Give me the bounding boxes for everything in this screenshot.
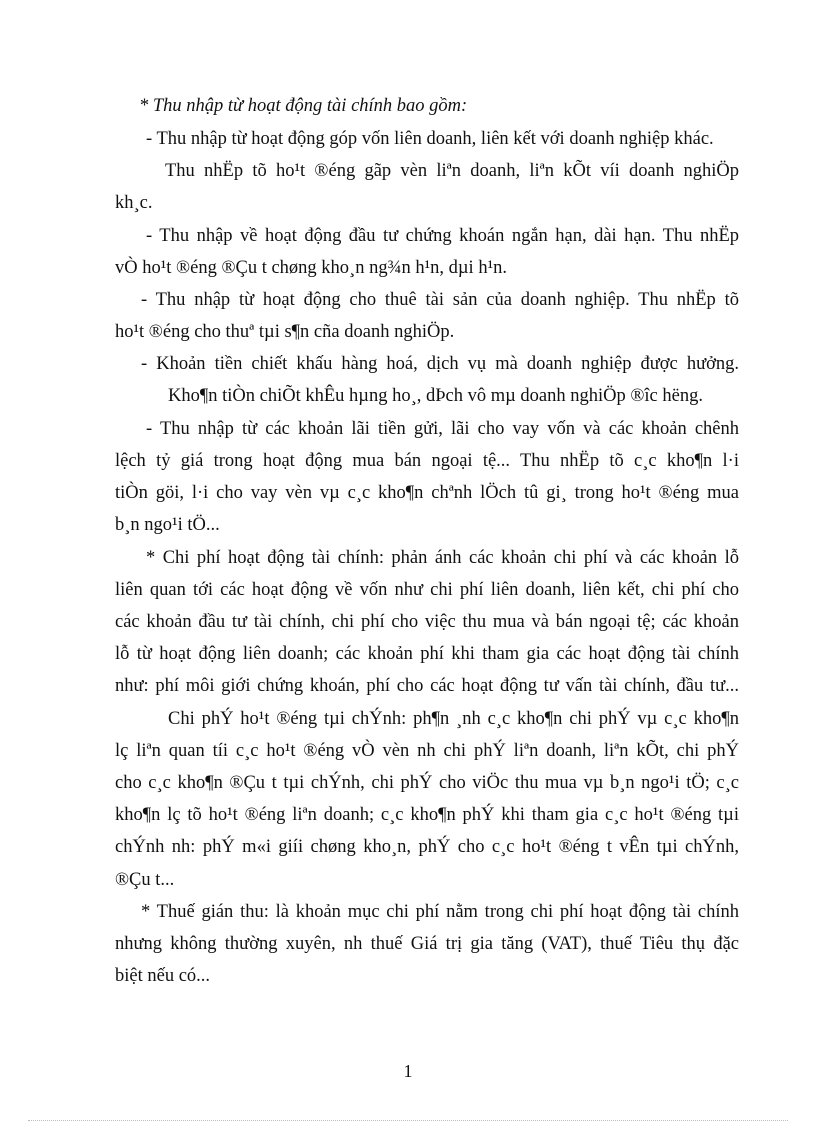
- paragraph-line: cho c¸c kho¶n ®Çu t tµi chÝnh, chi phÝ cho viÖc thu mua vµ b¸n ngo¹i tÖ; c¸c: [115, 773, 739, 793]
- paragraph-line: Thu nhËp tõ ho¹t ®éng gãp vèn liªn doanh, liªn kÕt víi doanh nghiÖp: [165, 161, 739, 181]
- paragraph-line: biệt nếu có...: [115, 966, 211, 986]
- heading-income-financial: * Thu nhập từ hoạt động tài chính bao gồm:: [139, 96, 468, 116]
- paragraph-line: - Thu nhập từ hoạt động cho thuê tài sản của doanh nghiệp. Thu nhËp tõ: [141, 290, 739, 310]
- paragraph-line: như: phí môi giới chứng khoán, phí cho các hoạt động tư vấn tài chính, đầu tư...: [115, 676, 739, 696]
- paragraph-line: chÝnh nh: phÝ m«i giíi chøng kho¸n, phÝ cho c¸c ho¹t ®éng t vÊn tµi chÝnh,: [115, 837, 739, 857]
- paragraph-line: kho¶n lç tõ ho¹t ®éng liªn doanh; c¸c kho¶n phÝ khi tham gia c¸c ho¹t ®éng tµi: [115, 805, 739, 825]
- paragraph-line: tiÒn göi, l·i cho vay vèn vµ c¸c kho¶n chªnh lÖch tû gi¸ trong ho¹t ®éng mua: [115, 483, 739, 503]
- paragraph-line: liên quan tới các hoạt động về vốn như chi phí liên doanh, liên kết, chi phí cho: [115, 580, 739, 600]
- heading-financial-expense: * Chi phí hoạt động tài chính: phản ánh các khoản chi phí và các khoản lỗ: [146, 548, 739, 568]
- paragraph-line: ®Çu t...: [115, 870, 175, 890]
- paragraph-line: Kho¶n tiÒn chiÕt khÊu hµng ho¸, dÞch vô mµ doanh nghiÖp ®îc hëng.: [168, 386, 703, 406]
- paragraph-line: b¸n ngo¹i tÖ...: [115, 515, 220, 535]
- page-bottom-divider: [28, 1120, 788, 1121]
- paragraph-line: Chi phÝ ho¹t ®éng tµi chÝnh: ph¶n ¸nh c¸c kho¶n chi phÝ vµ c¸c kho¶n: [168, 709, 739, 729]
- paragraph-line: lç liªn quan tíi c¸c ho¹t ®éng vÒ vèn nh chi phÝ liªn doanh, liªn kÕt, chi phÝ: [115, 741, 739, 761]
- paragraph-line: kh¸c.: [115, 193, 153, 213]
- paragraph-line: lệch tỷ giá trong hoạt động mua bán ngoại tệ... Thu nhËp tõ c¸c kho¶n l·i: [115, 451, 739, 471]
- paragraph-line: nhưng không thường xuyên, nh thuế Giá trị gia tăng (VAT), thuế Tiêu thụ đặc: [115, 934, 739, 954]
- paragraph-line: ho¹t ®éng cho thuª tµi s¶n cña doanh nghiÖp.: [115, 322, 455, 342]
- paragraph-line: - Thu nhập về hoạt động đầu tư chứng khoán ngắn hạn, dài hạn. Thu nhËp: [146, 226, 739, 246]
- paragraph-line: vÒ ho¹t ®éng ®Çu t chøng kho¸n ng¾n h¹n, dµi h¹n.: [115, 258, 507, 278]
- paragraph-line: - Thu nhập từ hoạt động góp vốn liên doanh, liên kết với doanh nghiệp khác.: [146, 129, 714, 149]
- paragraph-line: - Thu nhập từ các khoản lãi tiền gửi, lãi cho vay vốn và các khoản chênh: [146, 419, 739, 439]
- paragraph-line: các khoản đầu tư tài chính, chi phí cho việc thu mua và bán ngoại tệ; các khoản: [115, 612, 739, 632]
- paragraph-line: - Khoản tiền chiết khấu hàng hoá, dịch vụ mà doanh nghiệp được hưởng.: [141, 354, 739, 374]
- paragraph-line: lỗ từ hoạt động liên doanh; các khoản phí khi tham gia các hoạt động tài chính: [115, 644, 739, 664]
- heading-indirect-tax: * Thuế gián thu: là khoản mục chi phí nằm trong chi phí hoạt động tài chính: [141, 902, 739, 922]
- page-number: 1: [403, 1061, 413, 1081]
